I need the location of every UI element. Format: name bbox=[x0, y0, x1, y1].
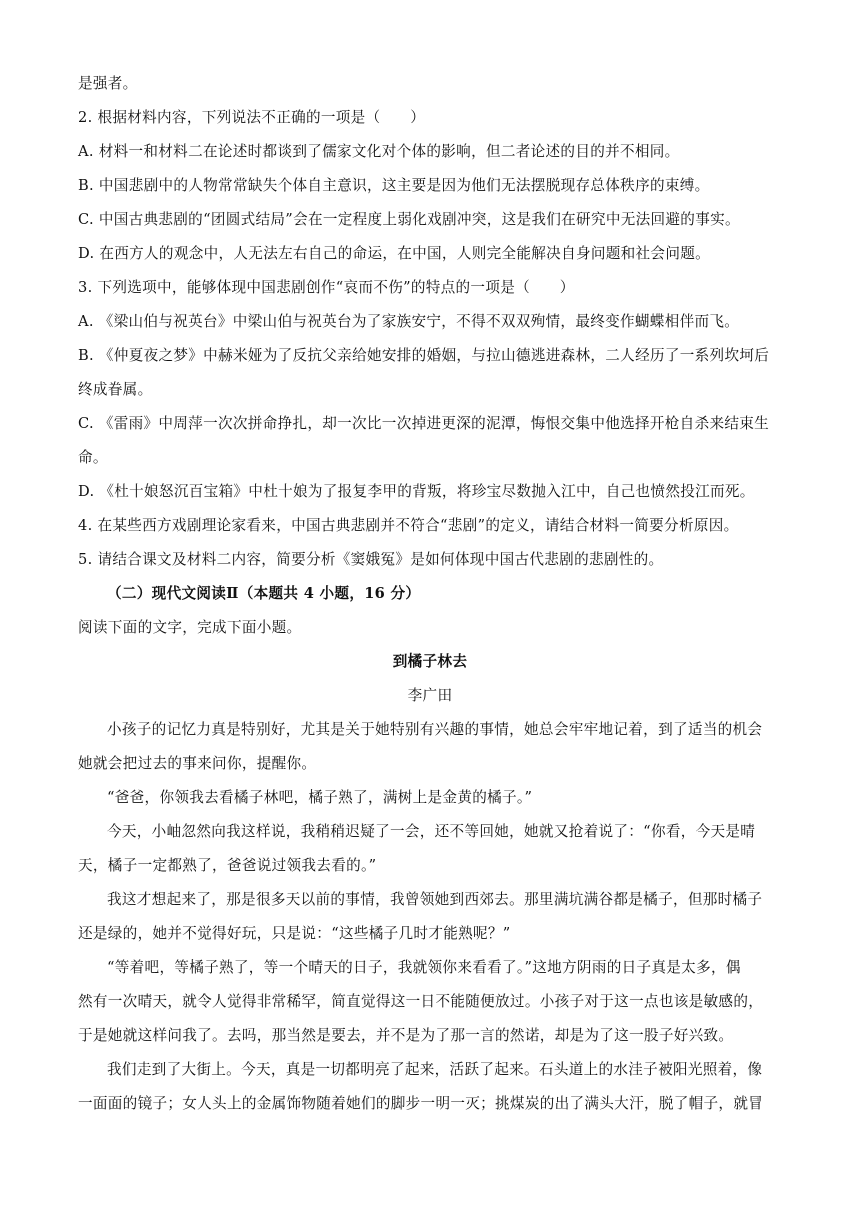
question-2: 2. 根据材料内容，下列说法不正确的一项是（ ） bbox=[78, 109, 426, 126]
question-3: 3. 下列选项中，能够体现中国悲剧创作“哀而不伤”的特点的一项是（ ） bbox=[78, 279, 575, 296]
text-line: 是强者。 bbox=[78, 75, 138, 92]
option-a: A. 材料一和材料二在论述时都谈到了儒家文化对个体的影响，但二者论述的目的并不相同。 bbox=[78, 143, 680, 160]
passage-line: 一面面的镜子；女人头上的金属饰物随着她们的脚步一明一灭；挑煤炭的出了满头大汗，脱了帽子，就冒 bbox=[78, 1095, 764, 1112]
option-c-cont: 命。 bbox=[78, 449, 108, 466]
passage-line: 今天，小岫忽然向我这样说，我稍稍迟疑了一会，还不等回她，她就又抢着说了：“你看，今天是晴 bbox=[107, 823, 756, 840]
passage-line: 于是她就这样问我了。去吗，那当然是要去，并不是为了那一言的然诺，却是为了这一股子好兴致。 bbox=[78, 1027, 734, 1044]
option-d: D. 《杜十娘怒沉百宝箱》中杜十娘为了报复李甲的背叛，将珍宝尽数抛入江中，自己也愤然投江而死。 bbox=[78, 483, 755, 500]
section-heading: （二）现代文阅读Ⅱ（本题共 4 小题，16 分） bbox=[107, 585, 421, 602]
instruction: 阅读下面的文字，完成下面小题。 bbox=[78, 619, 302, 636]
passage-author: 李广田 bbox=[407, 687, 453, 704]
passage-line: 小孩子的记忆力真是特别好，尤其是关于她特别有兴趣的事情，她总会牢牢地记着，到了适当的机会 bbox=[107, 721, 763, 738]
passage-line: 天，橘子一定都熟了，爸爸说过领我去看的。” bbox=[78, 857, 377, 874]
passage-line: 她就会把过去的事来问你，提醒你。 bbox=[78, 755, 317, 772]
option-c: C. 中国古典悲剧的“团圆式结局”会在一定程度上弱化戏剧冲突，这是我们在研究中无法回避的事实。 bbox=[78, 211, 740, 228]
option-c: C. 《雷雨》中周萍一次次拼命挣扎，却一次比一次掉进更深的泥潭，悔恨交集中他选择开枪自杀来结束生 bbox=[78, 415, 770, 432]
passage-line: “爸爸，你领我去看橘子林吧，橘子熟了，满树上是金黄的橘子。” bbox=[107, 789, 533, 806]
passage-title: 到橘子林去 bbox=[392, 653, 468, 670]
option-b: B. 中国悲剧中的人物常常缺失个体自主意识，这主要是因为他们无法摆脱现存总体秩序的束缚。 bbox=[78, 177, 710, 194]
question-5: 5. 请结合课文及材料二内容，简要分析《窦娥冤》是如何体现中国古代悲剧的悲剧性的。 bbox=[78, 551, 664, 568]
option-a: A. 《梁山伯与祝英台》中梁山伯与祝英台为了家族安宁，不得不双双殉情，最终变作蝴蝶相伴而飞。 bbox=[78, 313, 740, 330]
passage-line: 然有一次晴天，就令人觉得非常稀罕，简直觉得这一日不能随便放过。小孩子对于这一点也该是敏感的， bbox=[78, 993, 764, 1010]
option-b-cont: 终成眷属。 bbox=[78, 381, 153, 398]
passage-line: 还是绿的，她并不觉得好玩，只是说：“这些橘子几时才能熟呢？” bbox=[78, 925, 511, 942]
option-d: D. 在西方人的观念中，人无法左右自己的命运，在中国，人则完全能解决自身问题和社会问题。 bbox=[78, 245, 711, 262]
option-b: B. 《仲夏夜之梦》中赫米娅为了反抗父亲给她安排的婚姻，与拉山德逃进森林，二人经历了一系列坎坷后 bbox=[78, 347, 770, 364]
passage-line: “等着吧，等橘子熟了，等一个晴天的日子，我就领你来看看了。”这地方阴雨的日子真是太多，偶 bbox=[107, 959, 741, 976]
passage-line: 我这才想起来了，那是很多天以前的事情，我曾领她到西郊去。那里满坑满谷都是橘子，但那时橘子 bbox=[107, 891, 763, 908]
question-4: 4. 在某些西方戏剧理论家看来，中国古典悲剧并不符合“悲剧”的定义，请结合材料一简要分析原因。 bbox=[78, 517, 739, 534]
passage-line: 我们走到了大街上。今天，真是一切都明亮了起来，活跃了起来。石头道上的水洼子被阳光照着，像 bbox=[107, 1061, 763, 1078]
